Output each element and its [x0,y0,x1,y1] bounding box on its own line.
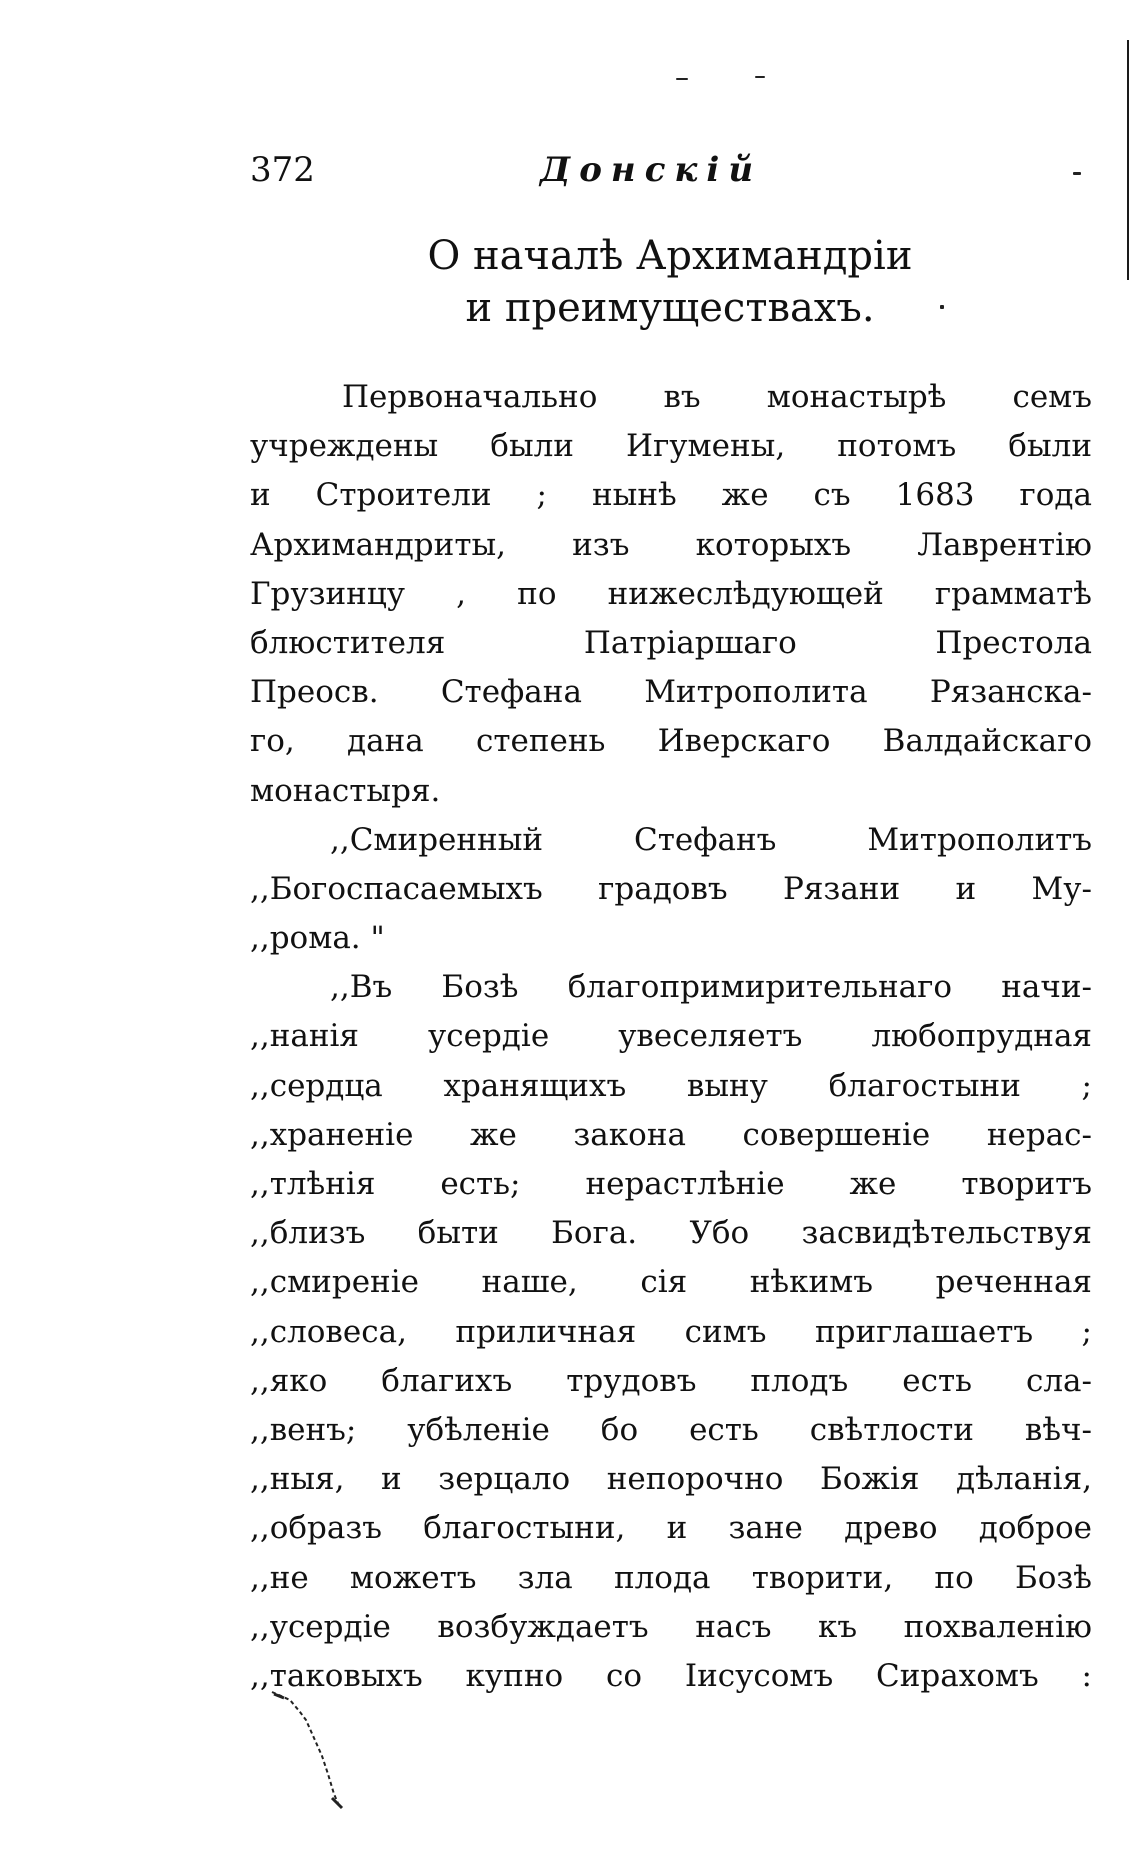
text-line: ,,ныя, и зерцало непорочно Божiя дѣланiя, [250,1461,1092,1498]
text-line: Архимандриты, изъ которыхъ Лаврентiю [250,526,1092,563]
text-line: ,,венъ; убѣленiе бо есть свѣтлости вѣч- [250,1411,1092,1448]
text-line: ,,рома. " [250,920,385,957]
scan-speck [676,78,688,80]
text-line: и Строители ; нынѣ же съ 1683 года [250,477,1092,514]
text-line: блюстителя Патрiаршаго Престола [250,624,1092,661]
text-line: ,,близъ быти Бога. Убо засвидѣтельствуя [250,1215,1092,1252]
running-head: Донскiй [540,150,763,190]
text-line: ,,не можетъ зла плода творити, по Бозѣ [250,1559,1092,1596]
paragraph [250,963,1092,1701]
text-line: ,,храненiе же закона совершенiе нерас- [250,1116,1092,1153]
section-title [250,230,1090,334]
text-line: ,,смиренiе наше, сiя нѣкимъ реченная [250,1264,1092,1301]
paragraph [250,816,1092,964]
scan-speck [755,76,765,78]
text-line: ,,сердца хранящихъ выну благостыни ; [250,1067,1092,1104]
text-line: ,,тлѣнiя есть; нерастлѣнiе же творитъ [250,1166,1092,1202]
text-line: ,,нанiя усердiе увеселяетъ любопрудная [250,1018,1092,1055]
scan-edge-line [1127,40,1129,280]
text-line: ,,словеса, приличная симъ приглашаетъ ; [250,1313,1092,1350]
section-title-line: О началѣ Архимандрiи [427,233,913,279]
text-line: го, дана степень Иверскаго Валдайскаго [250,723,1092,760]
text-line: Преосв. Стефана Митрополита Рязанска- [250,674,1092,711]
page-header [250,150,1080,190]
text-line: учреждены были Игумены, потомъ были [250,428,1092,465]
text-line: ,,усердiе возбуждаетъ насъ къ похваленiю [250,1608,1092,1645]
section-title-line: и преимуществахъ. [465,285,875,331]
text-line: Грузинцу , по нижеслѣдующей грамматѣ [250,575,1092,612]
text-line: Первоначально въ монастырѣ семъ [342,379,1092,415]
text-line: ,,Богоспасаемыхъ градовъ Рязани и Му- [250,870,1092,907]
text-line: ,,Въ Бозѣ благопримирительнаго начи- [330,969,1092,1006]
text-line: ,,яко благихъ трудовъ плодъ есть сла- [250,1362,1092,1399]
text-line: ,,Смиренный Стефанъ Митрополитъ [330,821,1092,858]
text-line: ,,образъ благостыни, и зане древо доброе [250,1510,1092,1547]
paragraph [250,373,1092,816]
body-text [250,373,1092,1701]
text-line: монастыря. [250,772,441,809]
page-number: 372 [250,150,315,190]
ink-smudge-mark [270,1690,350,1810]
text-line: ,,таковыхъ купно со Iисусомъ Сирахомъ : [250,1657,1092,1694]
